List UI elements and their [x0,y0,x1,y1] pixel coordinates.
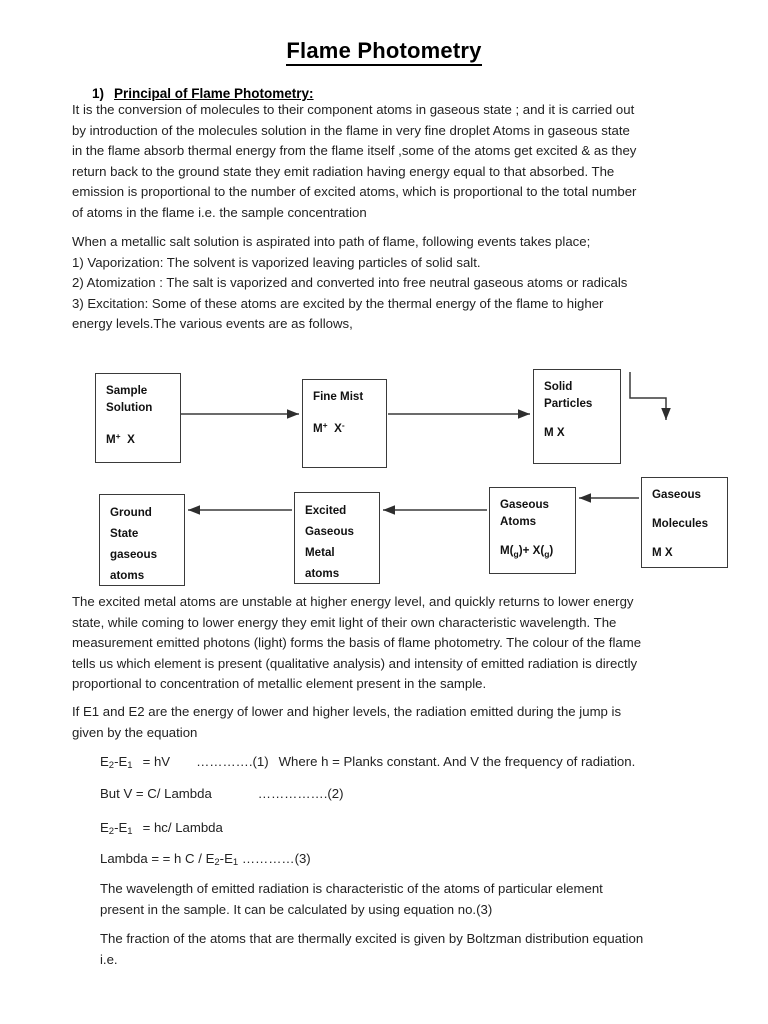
box-formula: M X [652,546,673,559]
box-formula: M X [544,426,565,439]
equation-term: Lambda = = h C / E [100,851,215,866]
equation-number-dots: …………(3) [238,851,311,866]
box-line: Gaseous [500,498,549,511]
equation-number-dots: ………….(1) [196,754,269,769]
equation-2 [100,784,344,804]
equation-1: $E_2-E_1$ = hV ………….(1) Where h = Planks constant. And V the frequency of radiation. [100,754,636,771]
box-line: Gaseous [305,525,354,538]
paragraph-line: The wavelength of emitted radiation is characteristic of the atoms of particular element [100,881,603,896]
box-formula: M+ X- [313,420,345,435]
paragraph-line: It is the conversion of molecules to their component atoms in gaseous state ; and it is carried out [72,102,635,117]
box-formula: $M(_g)+ X(_g)$ [500,544,554,559]
box-line: Molecules [652,517,709,530]
box-line: Atoms [500,515,537,528]
paragraph-line: state, while coming to lower energy they emit light of their own characteristic wavelength. The [72,614,617,630]
paragraph-line: 3) Excitation: Some of these atoms are excited by the thermal energy of the flame to higher [72,295,604,311]
diagram-box-gaseous-atoms [489,487,576,574]
section-heading-title: Principal of Flame Photometry: [114,86,314,101]
paragraph-line: return back to the ground state they emit radiation having energy equal to that absorbed. The [72,163,615,179]
page-title [0,38,768,64]
section-heading-number: 1) [92,86,105,101]
paragraph-line: tells us which element is present (qualitative analysis) and intensity of emitted radiation is directly [72,655,638,671]
diagram-box-solid-particles [533,369,621,464]
box-line: atoms [110,569,145,582]
paragraph-line: The fraction of the atoms that are thermally excited is given by Boltzman distribution equation [100,931,644,946]
box-line: Solution [106,401,153,414]
diagram-box-ground-state-gaseous-atoms [99,494,185,586]
box-line: Solid [544,380,573,393]
diagram-box-fine-mist [302,379,387,468]
equation-term: E [100,820,109,835]
box-line: Metal [305,546,335,559]
paragraph-line: 1) Vaporization: The solvent is vaporized leaving particles of solid salt. [72,254,481,270]
paragraph-boltzman [100,929,696,970]
equation-note: Where h = Planks constant. And V the frequency of radiation. [278,754,636,769]
equation-3: $E_2-E_1 = hc/$ Lambda [100,820,223,837]
paragraph-line: The excited metal atoms are unstable at higher energy level, and quickly returns to lower energy [72,594,634,609]
paragraph-line: in the flame absorb thermal energy from the flame itself ,some of the atoms get excited & as they [72,143,637,159]
paragraph-excited-atoms [72,592,692,695]
paragraph-line: present in the sample. It can be calculated by using equation no.(3) [100,901,493,917]
paragraph-line: given by the equation [72,724,198,740]
equation-rhs: = hc/ Lambda [142,820,223,835]
box-line: Fine Mist [313,390,364,403]
equation-term: But V = C/ Lambda [100,786,212,801]
paragraph-line: When a metallic salt solution is aspirated into path of flame, following events takes place; [72,234,591,249]
section-heading [92,86,314,101]
paragraph-line: proportional to concentration of metallic element present in the sample. [72,676,487,692]
paragraph-line: by introduction of the molecules solution in the flame in very fine droplet Atoms in gaseous state [72,122,630,138]
box-line: Ground [110,506,152,519]
equation-4: Lambda = = h C / $E_2-E_1$ …………(3) [100,851,311,868]
equation-term: E [100,754,109,769]
paragraph-wavelength [100,879,696,920]
paragraph-line: energy levels.The various events are as follows, [72,316,353,332]
box-line: gaseous [110,548,158,561]
paragraph-line: measurement emitted photons (light) forms the basis of flame photometry. The colour of the flame [72,635,642,651]
box-line: State [110,527,139,540]
diagram-box-gaseous-molecules [641,477,728,568]
box-line: Excited [305,504,347,517]
equation-rhs: = hV [142,754,171,769]
box-line: Particles [544,397,593,410]
paragraph-line: of atoms in the flame i.e. the sample concentration [72,204,367,220]
paragraph-events-list [72,232,696,335]
box-formula: M+ X [106,431,135,446]
diagram-box-excited-gaseous-metal-atoms [294,492,380,584]
arrow-solid-elbow-down [630,372,666,420]
paragraph-line: 2) Atomization : The salt is vaporized and converted into free neutral gaseous atoms or radicals [72,275,628,291]
page-title-text: Flame Photometry [286,38,481,66]
box-line: Gaseous [652,488,701,501]
box-line: Sample [106,384,148,397]
paragraph-equation-intro [72,702,696,743]
paragraph-principle [72,100,696,224]
box-line: atoms [305,567,340,580]
paragraph-line: If E1 and E2 are the energy of lower and higher levels, the radiation emitted during the jump is [72,704,622,719]
paragraph-line: emission is proportional to the number of excited atoms, which is proportional to the total number [72,184,637,200]
diagram-box-sample-solution [95,373,181,463]
paragraph-line: i.e. [100,951,118,967]
equation-number-dots: …………….(2) [257,786,344,801]
